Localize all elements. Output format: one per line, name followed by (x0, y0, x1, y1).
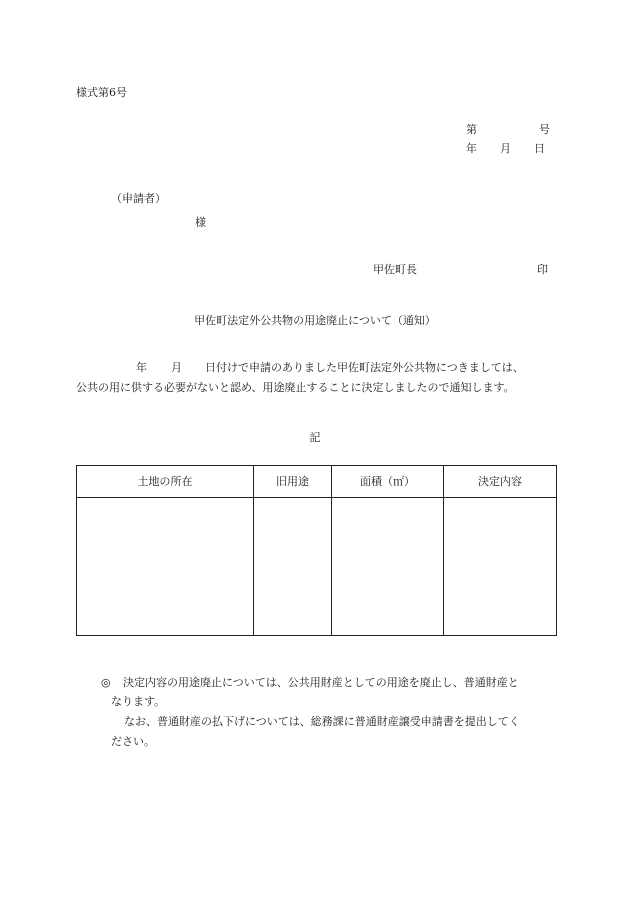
note-line-2: なります。 (111, 695, 166, 708)
header-location: 土地の所在 (77, 466, 254, 498)
doc-date-day: 日 (534, 142, 545, 155)
body-line-1-text: 日付けで申請のありました甲佐町法定外公共物につきましては、 (205, 361, 524, 374)
header-decision: 決定内容 (444, 466, 557, 498)
header-former-use: 旧用途 (254, 466, 332, 498)
body-line-2: 公共の用に供する必要がないと認め、用途廃止することに決定しましたので通知します。 (76, 381, 515, 394)
seal-mark: 印 (537, 263, 548, 276)
doc-number-prefix: 第 (466, 123, 477, 136)
doc-date-year: 年 (466, 142, 477, 155)
note-line-4: ださい。 (111, 735, 155, 748)
cell-area (332, 498, 444, 636)
note-line-1 (101, 677, 519, 688)
body-year: 年 (136, 361, 147, 374)
document-date (466, 143, 545, 154)
honorific: 様 (195, 216, 206, 229)
document-number (466, 124, 550, 135)
form-number: 様式第6号 (76, 86, 127, 99)
cell-former-use (254, 498, 332, 636)
cell-decision (444, 498, 557, 636)
body-line-1 (136, 362, 524, 373)
land-table (76, 465, 557, 636)
table-header-row (77, 466, 557, 498)
header-area: 面積（㎡） (332, 466, 444, 498)
doc-date-month: 月 (500, 142, 511, 155)
body-month: 月 (171, 361, 182, 374)
ki-heading: 記 (309, 431, 321, 444)
double-circle-icon: ◎ (101, 676, 111, 689)
doc-number-suffix: 号 (539, 123, 550, 136)
document-title: 甲佐町法定外公共物の用途廃止について（通知） (194, 314, 436, 327)
note-line-1-text: 決定内容の用途廃止については、公共用財産としての用途を廃止し、普通財産と (123, 676, 519, 689)
applicant-label: （申請者） (111, 192, 166, 205)
issuer: 甲佐町長 (373, 263, 417, 276)
cell-location (77, 498, 254, 636)
table-row (77, 498, 557, 636)
note-line-3: なお、普通財産の払下げについては、総務課に普通財産譲受申請書を提出してく (124, 715, 520, 728)
